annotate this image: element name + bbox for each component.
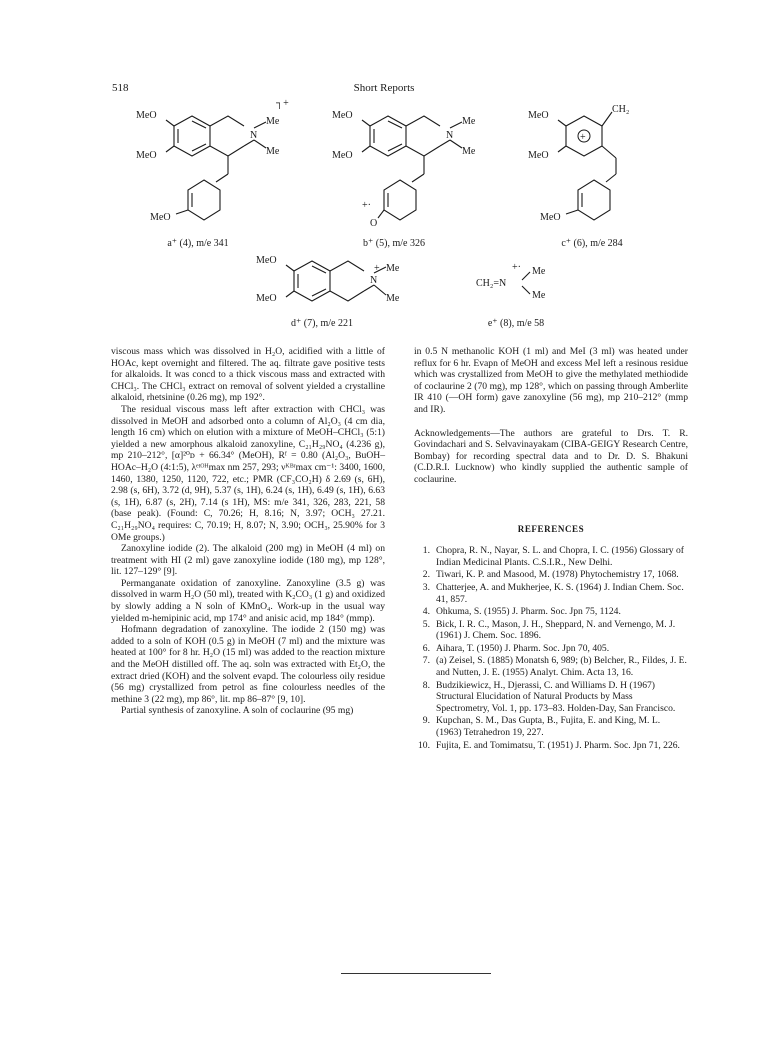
reference-item: 6. Aihara, T. (1950) J. Pharm. Soc. Jpn 70, 405.	[422, 642, 610, 654]
reference-item: 5. Bick, I. R. C., Mason, J. H., Sheppard, N. and Vernengo, M. J. (1961) J. Chem. Soc. 1896.	[422, 618, 676, 642]
reference-item: 8. Budzikiewicz, H., Djerassi, C. and Williams D. H (1967) Structural Elucidation of Natural Products by Mass Spectrometry, Vol. 1, pp. 173–83. Holden-Day, San Francisco.	[422, 679, 676, 714]
structure-5	[326, 96, 496, 229]
methyl-label: Me	[266, 146, 280, 157]
caption-structure-8: e⁺ (8), m/e 58	[487, 318, 545, 329]
references-list	[414, 545, 688, 751]
meo-label: MeO	[528, 110, 549, 121]
methyl-label: Me	[532, 266, 546, 277]
paragraph: viscous mass which was dissolved in H₂O, acidified with a little of HOAc, kept overnight and filtered. The aq. filtrate gave positive tests for alkaloids. It was concd to a thick viscous mass and extracted with CHCl₃. The CHCl₃ extract on removal of solvent yielded a crystalline alkaloid, rhetsinine (0.26 mg), mp 192°.	[111, 346, 385, 404]
ch2-n-label: CH₂=N	[476, 278, 507, 289]
meo-label: MeO	[528, 150, 549, 161]
charge-bracket: ┐+	[276, 98, 289, 109]
nitrogen-label: N	[370, 275, 378, 286]
radical-cation-label: +·	[512, 262, 521, 273]
meo-label: MeO	[136, 110, 157, 121]
methyl-label: Me	[386, 293, 400, 304]
paragraph: The residual viscous mass left after extraction with CHCl₃ was dissolved in MeOH and adsorbed onto a column of Al₂O₃ (4 cm dia, length 16 cm) which on elution with a mixture of MeOH–CHCl₃ (5:1) yielded a new amorphous alkaloid zanoxyline, C₂₁H₂₉NO₄ (4.236 g), mp 210–212°, [α]²⁰ᴅ + 66.34° (MeOH), Rᶠ = 0.80 (Al₂O₃, BuOH–HOAc–H₂O (4:1:5), λᵉᵗᴼᴴmax nm 257, 293; νᴷᴮʳmax cm⁻¹: 3400, 1600, 1460, 1380, 1250, 1120, 722, etc.; PMR (CF₃CO₂H) δ 2.69 (s, 6H), 2.98 (s, 6H), 3.72 (d, 9H), 5.37 (s, 1H), 6.24 (s, 1H), 6.49 (s, 1H), 6.63 (s, 1H), 6.87 (s, 2H), 7.14 (s 1H), MS: m/e 341, 326, 283, 221, 58 (base peak). (Found: C, 70.26; H, 8.16; N, 3.97; OCH₃ 27.21. C₂₁H₂₉NO₄ requires: C, 70.19; H, 8.07; N, 3.90; OCH₃, 25.90% for 3 OMe groups.)	[111, 403, 385, 543]
caption-structure-7: d⁺ (7), m/e 221	[291, 318, 353, 329]
structure-8	[474, 262, 584, 306]
meo-label: MeO	[332, 150, 353, 161]
reference-item: 2. Tiwari, K. P. and Masood, M. (1978) Phytochemistry 17, 1068.	[422, 569, 679, 581]
meo-label: MeO	[136, 150, 157, 161]
oxygen-radical-label: O	[370, 218, 378, 229]
structure-6	[522, 96, 672, 226]
paragraph: Partial synthesis of zanoxyline. A soln of coclaurine (95 mg)	[121, 705, 354, 717]
page-number: 518	[112, 82, 129, 94]
paragraph: in 0.5 N methanolic KOH (1 ml) and MeI (3 ml) was heated under reflux for 6 hr. Evapn of MeOH and excess MeI left a resinous residue which was crystallized from MeOH to give the methylated methiodide of coclaurine 2 (70 mg), mp 128°, which on passing through Amberlite IR 410 (—OH form) gave zanoxyline (56 mg), mp 210–212° (mmp and IR).	[414, 346, 688, 415]
methyl-label: Me	[266, 116, 280, 127]
reference-item: 1. Chopra, R. N., Nayar, S. L. and Chopra, I. C. (1956) Glossary of Indian Medicinal Plants. C.S.I.R., New Delhi.	[422, 545, 684, 568]
acknowledgements: Acknowledgements—The authors are grateful to Drs. T. R. Govindachari and S. Selvavinayakam (CIBA-GEIGY Research Centre, Bombay) for recording spectral data and to Dr. D. S. Bhakuni (C.D.R.I. Lucknow) who kindly supplied the authentic sample of coclaurine.	[414, 427, 688, 485]
footer-rule	[341, 973, 491, 974]
methyl-label: Me	[462, 116, 476, 127]
reference-item: 7. (a) Zeisel, S. (1885) Monatsh 6, 989; (b) Belcher, R., Fildes, J. E. and Nutten, J. E. (1955) Analyt. Chim. Acta 13, 16.	[422, 655, 687, 679]
caption-structure-4: a⁺ (4), m/e 341	[167, 238, 229, 249]
caption-structure-6: c⁺ (6), m/e 284	[561, 238, 623, 249]
reference-item: 3. Chatterjee, A. and Mukherjee, K. S. (1964) J. Indian Chem. Soc. 41, 857.	[422, 581, 684, 605]
methyl-label: Me	[462, 146, 476, 157]
journal-section-title: Short Reports	[353, 82, 415, 94]
meo-label: MeO	[256, 293, 277, 304]
plus-charge: +	[374, 263, 380, 274]
references-heading: REFERENCES	[517, 523, 585, 534]
paragraph: Zanoxyline iodide (2). The alkaloid (200 mg) in MeOH (4 ml) on treatment with HI (2 ml) gave zanoxyline iodide (180 mg), mp 128°, lit. 127–129° [9].	[111, 543, 385, 578]
radical-cation-label: +·	[362, 200, 371, 211]
right-column	[414, 346, 688, 752]
meo-label: MeO	[256, 255, 277, 266]
paragraph: Permanganate oxidation of zanoxyline. Zanoxyline (3.5 g) was dissolved in warm H₂O (50 ml), treated with K₂CO₃ (1 g) and oxidized by slowly adding a N soln of KMnO₄. Work-up in the usual way yielded m-hemipinic acid, mp 174° and anisic acid, mp 184° (mmp).	[111, 577, 385, 624]
left-column	[111, 346, 385, 717]
methyl-label: Me	[386, 263, 400, 274]
caption-structure-5: b⁺ (5), m/e 326	[363, 238, 425, 249]
paragraph: Hofmann degradation of zanoxyline. The iodide 2 (150 mg) was added to a soln of KOH (0.5 g) in MeOH (7 ml) and the mixture was heated at 100° for 8 hr. H₂O (15 ml) was added to the reaction mixture and the MeOH distilled off. The aq. soln was extracted with Et₂O, the extract dried (KOH) and the solvent evapd. The colourless oily residue (56 mg) crystallized from petrol as fine colourless needles of the methine 3 (22 mg), mp 86°, lit. mp 86–87° [9, 10].	[111, 624, 385, 705]
nitrogen-label: N	[446, 130, 454, 141]
meo-label: MeO	[540, 212, 561, 223]
structure-7	[250, 255, 410, 315]
methyl-label: Me	[532, 290, 546, 301]
nitrogen-label: N	[250, 130, 258, 141]
plus-charge: +	[580, 132, 586, 143]
meo-label: MeO	[150, 212, 171, 223]
reference-item: 4. Ohkuma, S. (1955) J. Pharm. Soc. Jpn 75, 1124.	[422, 606, 621, 618]
meo-label: MeO	[332, 110, 353, 121]
structure-4	[130, 96, 300, 226]
reference-item: 10. Fujita, E. and Tomimatsu, T. (1951) J. Pharm. Soc. Jpn 71, 226.	[418, 739, 680, 751]
reference-item: 9. Kupchan, S. M., Das Gupta, B., Fujita, E. and King, M. L. (1963) Tetrahedron 19, 227.	[422, 715, 661, 739]
ch2-label: CH₂	[612, 104, 630, 115]
